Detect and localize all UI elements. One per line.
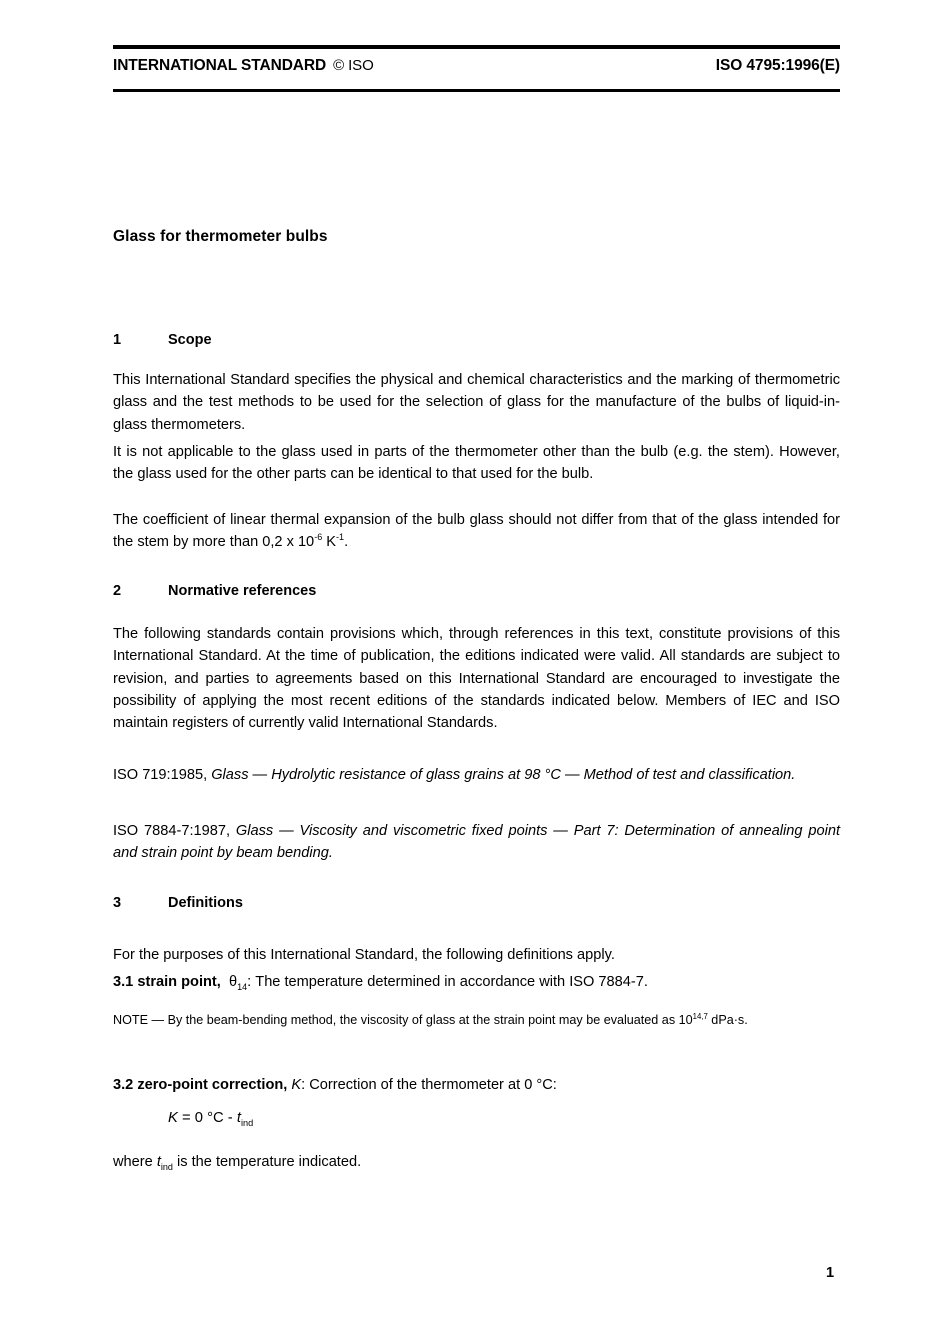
normative-reference-iso-7884-7: [113, 820, 840, 865]
scope-paragraph-3: [113, 509, 840, 554]
definition-3-1-strain-point: [113, 971, 840, 993]
normative-paragraph-1: The following standards contain provisions which, through references in this text, constitute provisions of this International Standard. At the time of publication, the editions indicated were valid. All standards are subject to revision, and parties to agreements based on this International Standard are encouraged to investigate the possibility of applying the most recent editions of the standards indicated below. Members of IEC and ISO maintain registers of currently valid International Standards.: [113, 626, 840, 732]
where-pre: where: [113, 1154, 157, 1170]
definition-3-2-symbol: K: [291, 1077, 302, 1093]
formula-zero-point-correction: [168, 1110, 253, 1126]
section-number-2: 2: [113, 583, 122, 599]
section-heading-definitions: [113, 895, 243, 911]
section-title-scope: Scope: [168, 332, 212, 348]
formula-k-symbol: K: [168, 1110, 178, 1126]
reference-title-iso-719: Glass — Hydrolytic resistance of glass grains at 98 °C — Method of test and classification.: [211, 767, 796, 783]
reference-id-iso-7884-7: ISO 7884-7:1987,: [113, 823, 236, 839]
where-clause-t-ind: [113, 1151, 840, 1173]
scope-p3-exponent-2: -1: [336, 532, 345, 543]
section-title-normative-references: Normative references: [168, 583, 317, 599]
where-post: is the temperature indicated.: [172, 1154, 362, 1170]
where-t-symbol: t: [156, 1154, 161, 1170]
where-t-subscript: ind: [160, 1161, 173, 1172]
page-header: [113, 57, 840, 81]
reference-title-iso-7884-7: Glass — Viscosity and viscometric fixed points — Part 7: Determination of annealing point and strain point by beam bending.: [113, 823, 841, 862]
header-standard-label: INTERNATIONAL STANDARD: [113, 57, 327, 74]
section-title-definitions: Definitions: [168, 895, 243, 911]
reference-id-iso-719: ISO 719:1985,: [113, 767, 212, 783]
formula-equation-body: = 0 °C -: [177, 1110, 237, 1126]
note-text-pre: NOTE — By the beam-bending method, the viscosity of glass at the strain point may be evaluated as 10: [113, 1013, 693, 1027]
note-strain-point-viscosity: [113, 1011, 840, 1030]
formula-t-subscript: ind: [240, 1117, 254, 1128]
definition-3-2-label: 3.2 zero-point correction,: [113, 1077, 288, 1093]
header-copyright-iso: © ISO: [333, 57, 374, 74]
header-standard-number: ISO 4795:1996(E): [715, 57, 840, 74]
page-number: 1: [826, 1265, 835, 1281]
page-title: Glass for thermometer bulbs: [113, 228, 328, 245]
scope-p3-post: .: [344, 534, 349, 551]
definition-3-2-zero-point-correction: [113, 1074, 840, 1096]
scope-paragraph-1: This International Standard specifies the physical and chemical characteristics and the marking of thermometric glass and the test methods to be used for the selection of glass for the manufacture of the bulbs of liquid-in-glass thermometers.: [113, 372, 840, 433]
theta-subscript: 14: [237, 981, 248, 992]
definition-3-1-label: 3.1 strain point,: [113, 974, 221, 990]
section-number-1: 1: [113, 332, 122, 348]
scope-p3-exponent: -6: [314, 532, 323, 543]
definitions-paragraph-1: For the purposes of this International Standard, the following definitions apply.: [113, 947, 615, 963]
note-text-post: dPa·s.: [707, 1013, 748, 1027]
section-heading-scope: [113, 332, 212, 348]
formula-t-symbol: t: [236, 1110, 241, 1126]
definition-3-1-symbol: [229, 974, 247, 990]
header-rule-top: [113, 45, 840, 49]
header-rule-bottom: [113, 89, 840, 92]
scope-paragraph-2: It is not applicable to the glass used in parts of the thermometer other than the bulb (e.g. the stem). However, the glass used for the other parts can be identical to that used for the bulb.: [113, 444, 840, 483]
note-exponent: 14,7: [692, 1011, 708, 1021]
scope-p3-pre: The coefficient of linear thermal expansion of the bulb glass should not differ from that of the glass intended for the stem by more than 0,2 x 10: [113, 512, 840, 551]
scope-p3-mid: K: [322, 534, 337, 551]
section-number-3: 3: [113, 895, 122, 911]
definition-3-2-text: : Correction of the thermometer at 0 °C:: [301, 1077, 557, 1093]
header-left-group: [113, 57, 374, 75]
theta-symbol: θ: [228, 974, 238, 990]
definition-3-1-text: : The temperature determined in accordance with ISO 7884-7.: [247, 974, 648, 990]
section-heading-normative-references: [113, 583, 316, 599]
normative-reference-iso-719: [113, 764, 840, 786]
